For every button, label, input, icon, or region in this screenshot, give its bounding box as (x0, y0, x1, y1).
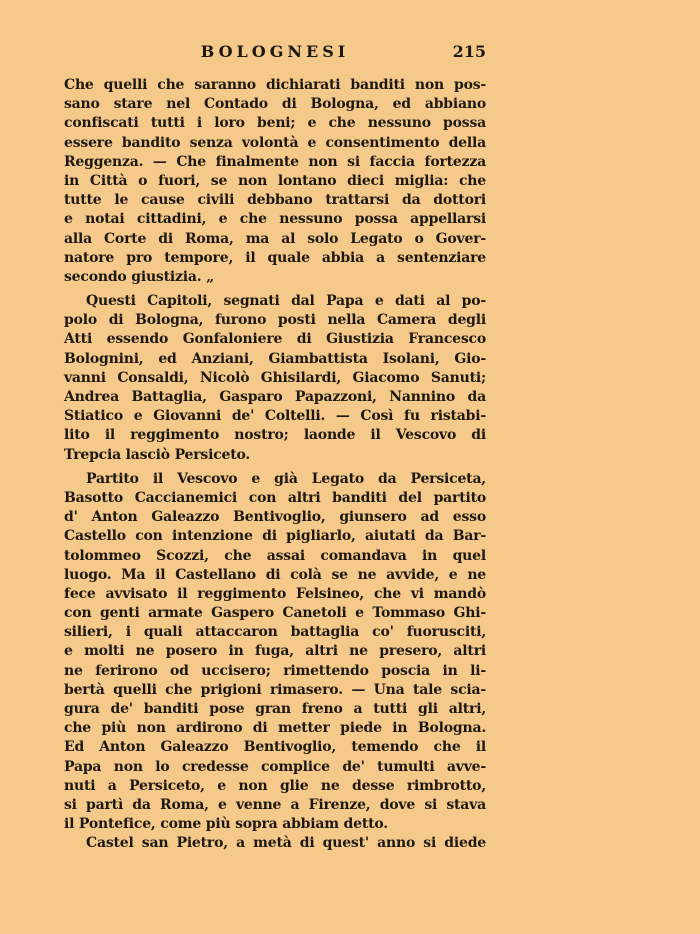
text-line: nuti a Persiceto, e non glie ne desse rimbrotto, (64, 777, 486, 794)
text-line: il Pontefice, come più sopra abbiam detto. (64, 816, 388, 833)
text-line: si partì da Roma, e venne a Firenze, dove si stava (64, 796, 486, 813)
text-line: in Città o fuori, se non lontano dieci miglia: che (64, 172, 486, 189)
page-header (64, 42, 486, 66)
text-line: tutte le cause civili debbano trattarsi da dottori (64, 192, 486, 209)
text-line: luogo. Ma il Castellano di colà se ne avvide, e ne (64, 566, 486, 583)
text-line: fece avvisato il reggimento Felsineo, che vi mandò (64, 585, 486, 602)
text-line: Che quelli che saranno dichiarati banditi non pos- (64, 77, 486, 93)
text-line: che più non ardirono di metter piede in Bologna. (64, 720, 486, 737)
text-line: silieri, i quali attaccaron battaglia co' fuorusciti, (64, 624, 486, 641)
text-line: gura de' banditi pose gran freno a tutti gli altri, (64, 701, 486, 717)
text-line: Andrea Battaglia, Gasparo Papazzoni, Nannino da (64, 389, 486, 405)
text-line: Atti essendo Gonfaloniere di Giustizia Francesco (64, 331, 486, 348)
text-line: Ed Anton Galeazzo Bentivoglio, temendo che il (64, 739, 486, 756)
text-line: Castello con intenzione di pigliarlo, aiutati da Bar- (64, 528, 486, 545)
text-line: tolommeo Scozzi, che assai comandava in quel (64, 547, 486, 564)
paragraph-2 (64, 292, 486, 465)
text-line: e molti ne posero in fuga, altri ne presero, altri (64, 643, 486, 660)
paragraph-3 (64, 470, 486, 835)
running-title: BOLOGNESI (200, 42, 350, 61)
text-line: vanni Consaldi, Nicolò Ghisilardi, Giacomo Sanuti; (64, 369, 486, 386)
text-line: natore pro tempore, il quale abbia a sentenziare (64, 249, 486, 266)
text-line: Castel san Pietro, a metà di quest' anno si diede (86, 835, 486, 852)
text-line: d' Anton Galeazzo Bentivoglio, giunsero ad esso (64, 509, 486, 526)
text-line: Reggenza. — Che finalmente non si faccia fortezza (64, 153, 486, 170)
text-line: Basotto Caccianemici con altri banditi del partito (64, 489, 486, 506)
text-line: con genti armate Gaspero Canetoli e Tommaso Ghi- (64, 605, 486, 622)
text-line: secondo giustizia. „ (64, 268, 214, 285)
text-line: e notai cittadini, e che nessuno possa appellarsi (64, 211, 486, 228)
text-line: essere bandito senza volontà e consentimento della (64, 134, 486, 151)
body-text (64, 76, 486, 854)
page-number: 215 (452, 42, 486, 61)
text-line: lito il reggimento nostro; laonde il Vescovo di (64, 427, 486, 444)
text-line: Bolognini, ed Anziani, Giambattista Isolani, Gio- (64, 350, 486, 367)
text-line: alla Corte di Roma, ma al solo Legato o Gover- (64, 230, 486, 247)
text-line: confiscati tutti i loro beni; e che nessuno possa (64, 115, 486, 132)
text-line: Partito il Vescovo e già Legato da Persiceta, (86, 470, 486, 487)
text-line: sano stare nel Contado di Bologna, ed abbiano (64, 96, 486, 113)
text-line: polo di Bologna, furono posti nella Camera degli (64, 312, 486, 329)
text-line: bertà quelli che prigioni rimasero. — Una tale scia- (64, 681, 486, 698)
paragraph-4 (64, 834, 486, 853)
text-line: Papa non lo credesse complice de' tumulti avve- (64, 758, 486, 775)
paragraph-1 (64, 76, 486, 287)
text-line: Stiatico e Giovanni de' Coltelli. — Così fu ristabi- (64, 408, 486, 425)
text-line: ne ferirono od uccisero; rimettendo poscia in li- (64, 662, 486, 679)
text-line: Trepcia lasciò Persiceto. (64, 446, 251, 463)
text-line: Questi Capitoli, segnati dal Papa e dati al po- (86, 293, 486, 310)
